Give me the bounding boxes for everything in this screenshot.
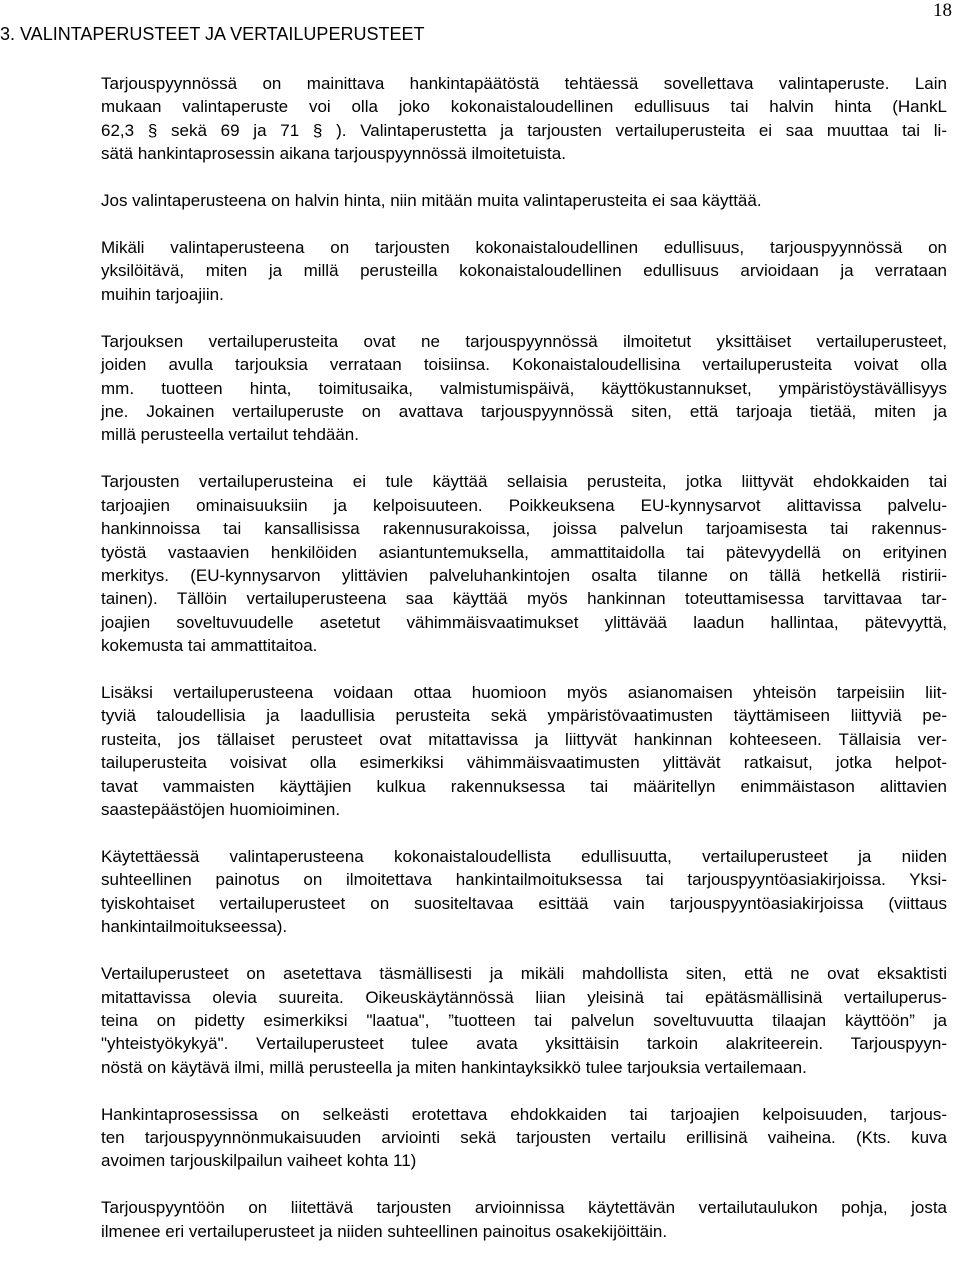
- paragraph-comparison-table: [101, 1196, 947, 1243]
- text-line: muihin tarjoajiin.: [101, 284, 224, 304]
- body-text: [101, 72, 947, 1267]
- text-line: mm. tuotteen hinta, toimitusaika, valmistumispäivä, käyttökustannukset, ympäristöystävällisyys: [101, 378, 947, 398]
- page-number: 18: [933, 0, 952, 21]
- text-line: tailuperusteita voisivat olla esimerkiksi vähimmäisvaatimusten ylittävät ratkaisut, jotka helpot-: [101, 753, 947, 773]
- text-line: jne. Jokainen vertailuperuste on avattava tarjouspyynnössä siten, että tarjoaja tietää, miten ja: [101, 401, 947, 421]
- text-line: työstä vastaavien henkilöiden asiantuntemuksella, ammattitaidolla tai pätevyydellä on erityinen: [101, 542, 947, 562]
- text-line: tyiskohtaiset vertailuperusteet on suositeltavaa esittää vain tarjouspyyntöasiakirjoissa (viittaus: [101, 893, 947, 913]
- paragraph-tenderer-properties: [101, 470, 947, 657]
- text-line: suhteellinen painotus on ilmoitettava hankintailmoituksessa tai tarjouspyyntöasiakirjoissa. Yksi-: [101, 870, 947, 890]
- text-line: saastepäästöjen huomioiminen.: [101, 800, 341, 820]
- text-line: hankinnoissa tai kansallisissa rakennusurakoissa, joissa palvelun tarjoamisesta tai rakennus-: [101, 519, 947, 539]
- paragraph-economic-advantage: [101, 236, 947, 306]
- paragraph-weighting: [101, 845, 947, 939]
- text-line: ten tarjouspyynnönmukaisuuden arviointi sekä tarjousten vertailu erillisinä vaiheina. (Kts. kuva: [101, 1128, 947, 1148]
- text-line: Tarjouspyyntöön on liitettävä tarjousten arvioinnissa käytettävän vertailutaulukon pohja, josta: [101, 1198, 947, 1218]
- text-line: tainen). Tällöin vertailuperusteena saa käyttää myös hankinnan toteuttamisessa tarvittavaa tar-: [101, 589, 947, 609]
- paragraph-additional-criteria: [101, 681, 947, 821]
- text-line: hankintailmoitukseessa).: [101, 917, 288, 937]
- text-line: mukaan valintaperuste voi olla joko kokonaistaloudellinen edullisuus tai halvin hinta (HankL: [101, 97, 947, 117]
- section-heading: 3. VALINTAPERUSTEET JA VERTAILUPERUSTEET: [0, 24, 425, 44]
- paragraph-comparison-criteria: [101, 330, 947, 447]
- text-line: "yhteistyökykyä". Vertailuperusteet tulee avata yksittäisin tarkoin alakriteerein. Tarjouspyyn-: [101, 1034, 947, 1054]
- text-line: tarjoajien ominaisuuksiin ja kelpoisuuteen. Poikkeuksena EU-kynnysarvot alittavissa palvelu-: [101, 495, 947, 515]
- text-line: Mikäli valintaperusteena on tarjousten kokonaistaloudellinen edullisuus, tarjouspyynnössä on: [101, 238, 947, 258]
- text-line: Vertailuperusteet on asetettava täsmällisesti ja mikäli mahdollista siten, että ne ovat eksaktisti: [101, 964, 947, 984]
- text-line: Tarjouksen vertailuperusteita ovat ne tarjouspyynnössä ilmoitetut yksittäiset vertailuperusteet,: [101, 331, 947, 351]
- text-line: Lisäksi vertailuperusteena voidaan ottaa huomioon myös asianomaisen yhteisön tarpeisiin liit-: [101, 683, 947, 703]
- paragraph-selection-criterion: [101, 72, 947, 166]
- text-line: tavat vammaisten käyttäjien kulkua rakennuksessa tai määritellyn enimmäistason alittavien: [101, 776, 947, 796]
- text-line: Tarjousten vertailuperusteina ei tule käyttää sellaisia perusteita, jotka liittyvät ehdokkaiden tai: [101, 472, 947, 492]
- text-line: Tarjouspyynnössä on mainittava hankintapäätöstä tehtäessä sovellettava valintaperuste. Lain: [101, 74, 947, 93]
- paragraph-precise-criteria: [101, 962, 947, 1079]
- text-line: avoimen tarjouskilpailun vaiheet kohta 11): [101, 1151, 417, 1171]
- text-line: merkitys. (EU-kynnysarvon ylittävien palveluhankintojen osalta tilanne on tällä hetkellä ristirii-: [101, 565, 947, 585]
- text-line: tyviä taloudellisia ja laadullisia perusteita sekä ympäristövaatimusten täyttämiseen liittyviä pe-: [101, 706, 947, 726]
- text-line: Hankintaprosessissa on selkeästi erotettava ehdokkaiden tai tarjoajien kelpoisuuden, tarjous-: [101, 1104, 947, 1124]
- text-line: teina on pidetty esimerkiksi "laatua", ”tuotteen tai palvelun soveltuvuutta tilaajan käyttöön” ja: [101, 1010, 947, 1030]
- text-line: ilmenee eri vertailuperusteet ja niiden suhteellinen painoitus osakekijöittäin.: [101, 1221, 668, 1241]
- text-line: kokemusta tai ammattitaitoa.: [101, 636, 318, 656]
- text-line: Jos valintaperusteena on halvin hinta, niin mitään muita valintaperusteita ei saa käyttää.: [101, 191, 762, 211]
- text-line: Käytettäessä valintaperusteena kokonaistaloudellista edullisuutta, vertailuperusteet ja niiden: [101, 846, 947, 866]
- text-line: millä perusteella vertailut tehdään.: [101, 425, 359, 445]
- paragraph-process-phases: [101, 1103, 947, 1173]
- text-line: sätä hankintaprosessin aikana tarjouspyynnössä ilmoitetuista.: [101, 144, 566, 164]
- text-line: 62,3 § sekä 69 ja 71 § ). Valintaperustetta ja tarjousten vertailuperusteita ei saa muuttaa tai li-: [101, 120, 947, 140]
- text-line: rusteita, jos tällaiset perusteet ovat mitattavissa ja liittyvät hankinnan kohteeseen. Tällaisia ver-: [101, 729, 947, 749]
- text-line: nöstä on käytävä ilmi, millä perusteella ja miten hankintayksikkö tulee tarjouksia vertailemaan.: [101, 1057, 807, 1077]
- paragraph-lowest-price: [101, 189, 947, 212]
- text-line: joajien soveltuvuudelle asetetut vähimmäisvaatimukset ylittävää laadun hallintaa, pätevyyttä,: [101, 612, 947, 632]
- text-line: mitattavissa olevia suureita. Oikeuskäytännössä liian yleisinä tai epätäsmällisinä vertailuperus-: [101, 987, 947, 1007]
- text-line: yksilöitävä, miten ja millä perusteilla kokonaistaloudellinen edullisuus arvioidaan ja verrataan: [101, 261, 947, 281]
- text-line: joiden avulla tarjouksia verrataan toisiinsa. Kokonaistaloudellisina vertailuperusteita voivat olla: [101, 355, 947, 375]
